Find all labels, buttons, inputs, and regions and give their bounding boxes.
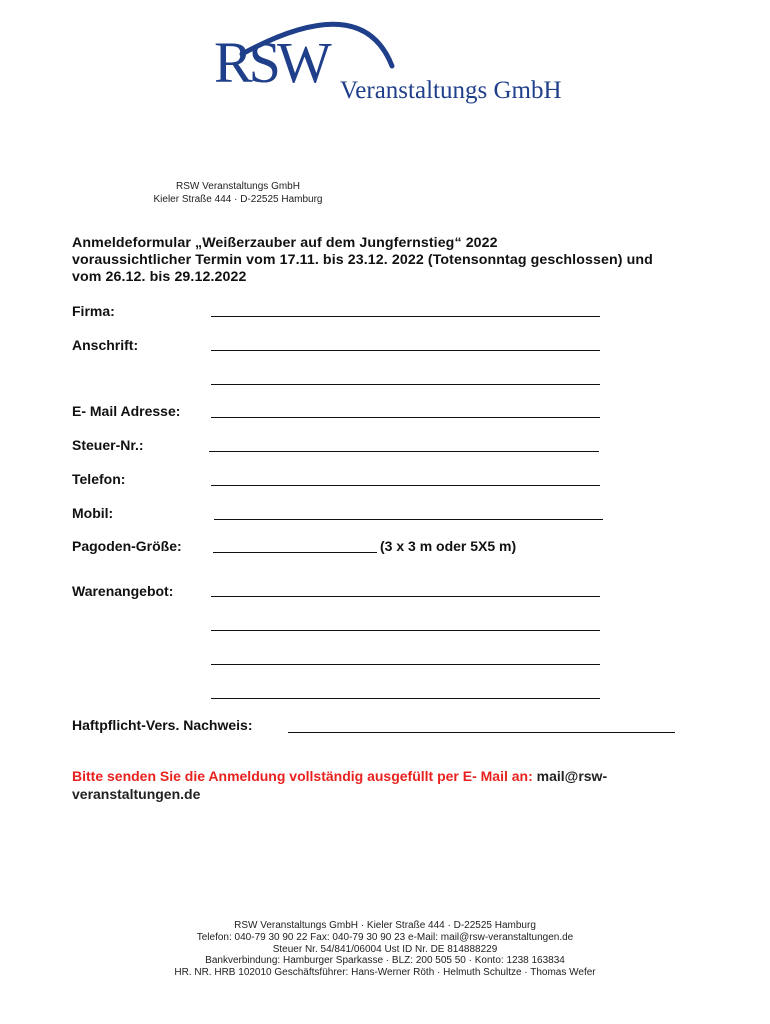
- input-warenangebot-2[interactable]: [211, 630, 600, 631]
- label-firma: Firma:: [72, 303, 115, 319]
- label-telefon: Telefon:: [72, 471, 126, 487]
- input-anschrift-1[interactable]: [211, 350, 600, 351]
- title-line-2: voraussichtlicher Termin vom 17.11. bis 23.12. 2022 (Totensonntag geschlossen) und: [72, 252, 653, 268]
- submission-email[interactable]: mail@rsw-veranstaltungen.de: [72, 768, 608, 802]
- input-warenangebot-3[interactable]: [211, 664, 600, 665]
- input-firma[interactable]: [211, 316, 600, 317]
- company-logo: [212, 14, 592, 110]
- label-anschrift: Anschrift:: [72, 337, 139, 353]
- submission-note: [72, 767, 712, 803]
- input-mobil[interactable]: [214, 519, 603, 520]
- footer-contact: Telefon: 040-79 30 90 22 Fax: 040-79 30 90 23 e-Mail: mail@rsw-veranstaltungen.de: [196, 931, 574, 943]
- submission-instruction: Bitte senden Sie die Anmeldung vollständig ausgefüllt per E- Mail an:: [72, 768, 533, 784]
- footer-bank: Bankverbindung: Hamburger Sparkasse · BLZ: 200 505 50 · Konto: 1238 163834: [205, 955, 565, 967]
- sender-address: [148, 181, 328, 206]
- input-steuer[interactable]: [209, 451, 599, 452]
- input-warenangebot-1[interactable]: [211, 596, 600, 597]
- footer-register: HR. NR. HRB 102010 Geschäftsführer: Hans-Werner Röth · Helmuth Schultze · Thomas Wefer: [174, 967, 596, 979]
- logo-main-text: RSW: [214, 30, 328, 95]
- pagoden-size-hint: (3 x 3 m oder 5X5 m): [380, 538, 517, 554]
- input-anschrift-2[interactable]: [211, 384, 600, 385]
- input-telefon[interactable]: [211, 485, 600, 486]
- label-warenangebot: Warenangebot:: [72, 583, 174, 599]
- title-line-1: Anmeldeformular „Weißerzauber auf dem Jungfernstieg“ 2022: [72, 235, 498, 251]
- label-steuer: Steuer-Nr.:: [72, 437, 144, 453]
- footer-tax: Steuer Nr. 54/841/06004 Ust ID Nr. DE 814888229: [272, 943, 498, 955]
- logo-sub-text: Veranstaltungs GmbH: [340, 77, 562, 104]
- input-pagoden[interactable]: [213, 552, 377, 553]
- form-title: [72, 235, 722, 286]
- title-line-3: vom 26.12. bis 29.12.2022: [72, 269, 247, 285]
- label-pagoden: Pagoden-Größe:: [72, 538, 182, 554]
- input-email[interactable]: [211, 417, 600, 418]
- footer-address: RSW Veranstaltungs GmbH · Kieler Straße 444 · D-22525 Hamburg: [234, 920, 536, 931]
- sender-street: Kieler Straße 444 · D-22525 Hamburg: [153, 193, 323, 205]
- label-mobil: Mobil:: [72, 505, 114, 521]
- label-email: E- Mail Adresse:: [72, 403, 181, 419]
- footer: [0, 920, 770, 979]
- input-haftpflicht[interactable]: [288, 732, 675, 733]
- label-haftpflicht: Haftpflicht-Vers. Nachweis:: [72, 717, 253, 733]
- input-warenangebot-4[interactable]: [211, 698, 600, 699]
- sender-name: RSW Veranstaltungs GmbH: [176, 181, 300, 192]
